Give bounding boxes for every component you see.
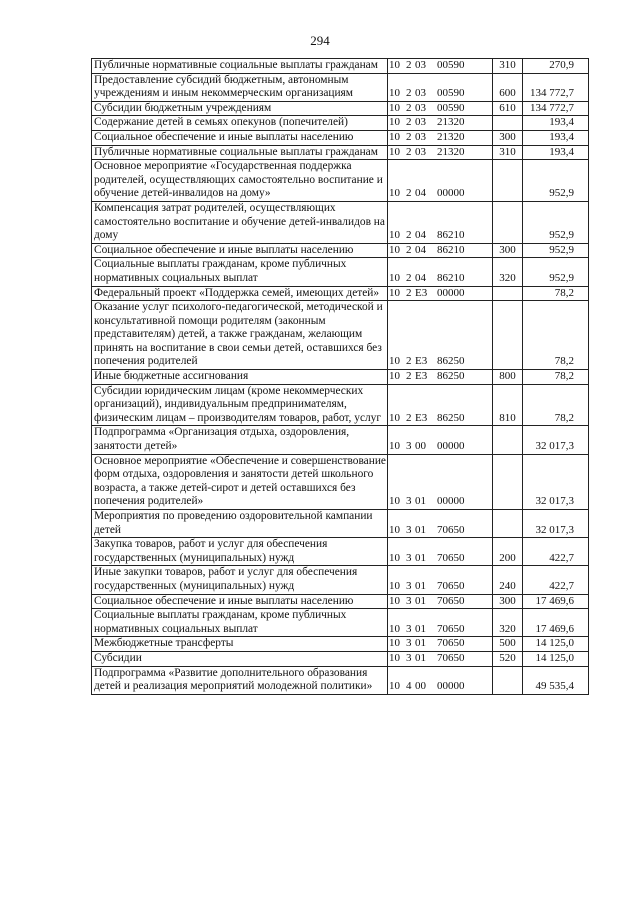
code-part-c3: Е3 <box>415 411 428 424</box>
code-part-c4: 86210 <box>437 229 465 242</box>
row-amount: 952,9 <box>523 258 589 286</box>
row-name: Содержание детей в семьях опекунов (попечителей) <box>92 116 388 131</box>
table-row <box>92 538 589 566</box>
table-row <box>92 258 589 286</box>
row-amount: 952,9 <box>523 243 589 258</box>
table-row <box>92 145 589 160</box>
code-part-c4: 70650 <box>437 523 465 536</box>
row-name: Социальное обеспечение и иные выплаты населению <box>92 243 388 258</box>
code-part-c2: 2 <box>406 145 412 158</box>
code-part-c4: 70650 <box>437 551 465 564</box>
code-part-c1: 10 <box>389 286 400 299</box>
row-code <box>388 510 493 538</box>
row-code <box>388 59 493 74</box>
row-expense-type: 200 <box>493 538 523 566</box>
row-amount: 952,9 <box>523 201 589 243</box>
row-amount: 78,2 <box>523 286 589 301</box>
row-amount: 134 772,7 <box>523 101 589 116</box>
code-part-c3: 04 <box>415 271 426 284</box>
row-expense-type: 520 <box>493 651 523 666</box>
table-row <box>92 384 589 426</box>
table-row <box>92 666 589 694</box>
code-part-c4: 00590 <box>437 59 465 71</box>
row-expense-type: 800 <box>493 370 523 385</box>
row-expense-type: 300 <box>493 594 523 609</box>
row-amount: 270,9 <box>523 59 589 74</box>
row-code <box>388 609 493 637</box>
table-row <box>92 201 589 243</box>
code-part-c2: 2 <box>406 243 412 256</box>
row-name: Публичные нормативные социальные выплаты гражданам <box>92 145 388 160</box>
row-code <box>388 301 493 370</box>
row-expense-type <box>493 116 523 131</box>
code-part-c4: 70650 <box>437 594 465 607</box>
code-part-c4: 00000 <box>437 187 465 200</box>
code-part-c4: 70650 <box>437 637 465 650</box>
code-part-c4: 70650 <box>437 651 465 664</box>
row-expense-type <box>493 510 523 538</box>
code-part-c4: 86250 <box>437 411 465 424</box>
row-amount: 17 469,6 <box>523 594 589 609</box>
code-part-c2: 4 <box>406 680 412 693</box>
page-number: 294 <box>310 33 330 48</box>
code-part-c3: 04 <box>415 187 426 200</box>
code-part-c1: 10 <box>389 59 400 71</box>
code-part-c1: 10 <box>389 130 400 143</box>
row-amount: 78,2 <box>523 370 589 385</box>
code-part-c3: 01 <box>415 622 426 635</box>
table-row <box>92 286 589 301</box>
table-row <box>92 566 589 594</box>
code-part-c3: 03 <box>415 145 426 158</box>
code-part-c3: 01 <box>415 637 426 650</box>
row-amount: 78,2 <box>523 384 589 426</box>
code-part-c3: 03 <box>415 101 426 114</box>
row-name: Мероприятия по проведению оздоровительной кампании детей <box>92 510 388 538</box>
row-code <box>388 637 493 652</box>
row-code <box>388 145 493 160</box>
row-amount: 14 125,0 <box>523 637 589 652</box>
row-expense-type <box>493 160 523 202</box>
code-part-c3: 03 <box>415 130 426 143</box>
row-expense-type: 310 <box>493 145 523 160</box>
code-part-c2: 3 <box>406 651 412 664</box>
row-name: Социальные выплаты гражданам, кроме публичных нормативных социальных выплат <box>92 609 388 637</box>
code-part-c2: 2 <box>406 229 412 242</box>
row-name: Публичные нормативные социальные выплаты гражданам <box>92 59 388 74</box>
code-part-c2: 3 <box>406 551 412 564</box>
budget-table-body <box>92 59 589 695</box>
code-part-c1: 10 <box>389 579 400 592</box>
row-expense-type <box>493 454 523 509</box>
code-part-c1: 10 <box>389 101 400 114</box>
row-name: Закупка товаров, работ и услуг для обеспечения государственных (муниципальных) нужд <box>92 538 388 566</box>
row-code <box>388 258 493 286</box>
row-code <box>388 651 493 666</box>
code-part-c4: 86250 <box>437 370 465 383</box>
code-part-c3: 03 <box>415 116 426 129</box>
row-amount: 422,7 <box>523 566 589 594</box>
row-name: Оказание услуг психолого-педагогической, методической и консультативной помощи родителям (законным представителям) детей, а также гражданам, желающим принять на воспитание в свои семьи детей, оставшихся без попечения родителей <box>92 301 388 370</box>
code-part-c1: 10 <box>389 116 400 129</box>
row-expense-type: 300 <box>493 243 523 258</box>
code-part-c3: 00 <box>415 440 426 453</box>
code-part-c4: 00000 <box>437 495 465 508</box>
row-code <box>388 566 493 594</box>
table-row <box>92 73 589 101</box>
code-part-c3: 01 <box>415 523 426 536</box>
code-part-c4: 00590 <box>437 101 465 114</box>
row-name: Подпрограмма «Развитие дополнительного образования детей и реализация мероприятий молодежной политики» <box>92 666 388 694</box>
row-code <box>388 666 493 694</box>
code-part-c3: 01 <box>415 551 426 564</box>
row-code <box>388 370 493 385</box>
row-name: Основное мероприятие «Государственная поддержка родителей, осуществляющих самостоятельно воспитание и обучение детей-инвалидов на дому» <box>92 160 388 202</box>
row-expense-type: 320 <box>493 258 523 286</box>
code-part-c3: Е3 <box>415 355 428 368</box>
code-part-c3: 03 <box>415 87 426 100</box>
code-part-c3: 01 <box>415 495 426 508</box>
row-code <box>388 454 493 509</box>
table-row <box>92 301 589 370</box>
code-part-c1: 10 <box>389 355 400 368</box>
row-code <box>388 384 493 426</box>
table-row <box>92 130 589 145</box>
row-amount: 49 535,4 <box>523 666 589 694</box>
code-part-c4: 00000 <box>437 680 465 693</box>
code-part-c3: 01 <box>415 579 426 592</box>
code-part-c1: 10 <box>389 523 400 536</box>
row-code <box>388 594 493 609</box>
table-row <box>92 454 589 509</box>
row-name: Социальное обеспечение и иные выплаты населению <box>92 594 388 609</box>
code-part-c1: 10 <box>389 594 400 607</box>
table-row <box>92 160 589 202</box>
code-part-c2: 2 <box>406 370 412 383</box>
code-part-c3: 01 <box>415 594 426 607</box>
code-part-c4: 21320 <box>437 116 465 129</box>
row-amount: 422,7 <box>523 538 589 566</box>
code-part-c2: 3 <box>406 579 412 592</box>
code-part-c3: 00 <box>415 680 426 693</box>
code-part-c2: 2 <box>406 271 412 284</box>
code-part-c1: 10 <box>389 243 400 256</box>
table-row <box>92 637 589 652</box>
table-row <box>92 594 589 609</box>
row-amount: 17 469,6 <box>523 609 589 637</box>
code-part-c1: 10 <box>389 495 400 508</box>
code-part-c1: 10 <box>389 229 400 242</box>
table-row <box>92 370 589 385</box>
code-part-c3: 03 <box>415 59 426 71</box>
code-part-c1: 10 <box>389 187 400 200</box>
table-row <box>92 116 589 131</box>
row-name: Иные закупки товаров, работ и услуг для обеспечения государственных (муниципальных) нужд <box>92 566 388 594</box>
code-part-c1: 10 <box>389 440 400 453</box>
table-row <box>92 243 589 258</box>
code-part-c4: 00000 <box>437 286 465 299</box>
row-expense-type: 500 <box>493 637 523 652</box>
row-amount: 32 017,3 <box>523 510 589 538</box>
code-part-c4: 21320 <box>437 145 465 158</box>
code-part-c2: 3 <box>406 594 412 607</box>
row-amount: 193,4 <box>523 130 589 145</box>
code-part-c2: 3 <box>406 495 412 508</box>
row-amount: 952,9 <box>523 160 589 202</box>
row-expense-type <box>493 201 523 243</box>
row-name: Субсидии <box>92 651 388 666</box>
code-part-c2: 2 <box>406 59 412 71</box>
code-part-c1: 10 <box>389 87 400 100</box>
row-code <box>388 286 493 301</box>
row-expense-type <box>493 301 523 370</box>
code-part-c1: 10 <box>389 551 400 564</box>
code-part-c1: 10 <box>389 145 400 158</box>
code-part-c2: 2 <box>406 87 412 100</box>
code-part-c4: 21320 <box>437 130 465 143</box>
code-part-c2: 2 <box>406 286 412 299</box>
row-code <box>388 426 493 454</box>
row-code <box>388 116 493 131</box>
code-part-c2: 3 <box>406 440 412 453</box>
code-part-c2: 2 <box>406 116 412 129</box>
row-name: Иные бюджетные ассигнования <box>92 370 388 385</box>
row-amount: 193,4 <box>523 145 589 160</box>
row-name: Основное мероприятие «Обеспечение и совершенствование форм отдыха, оздоровления и занятости детей школьного возраста, а также детей-сирот и детей оставшихся без попечения родителей» <box>92 454 388 509</box>
budget-table <box>91 58 589 695</box>
row-expense-type <box>493 666 523 694</box>
row-amount: 32 017,3 <box>523 426 589 454</box>
code-part-c3: 04 <box>415 229 426 242</box>
code-part-c4: 70650 <box>437 579 465 592</box>
code-part-c4: 86250 <box>437 355 465 368</box>
row-amount: 134 772,7 <box>523 73 589 101</box>
table-row <box>92 101 589 116</box>
row-code <box>388 130 493 145</box>
row-name: Компенсация затрат родителей, осуществляющих самостоятельно воспитание и обучение детей-инвалидов на дому <box>92 201 388 243</box>
row-expense-type: 310 <box>493 59 523 74</box>
code-part-c3: 04 <box>415 243 426 256</box>
table-row <box>92 510 589 538</box>
row-code <box>388 538 493 566</box>
code-part-c3: 01 <box>415 651 426 664</box>
row-expense-type: 600 <box>493 73 523 101</box>
code-part-c2: 3 <box>406 637 412 650</box>
code-part-c1: 10 <box>389 271 400 284</box>
code-part-c2: 2 <box>406 187 412 200</box>
row-code <box>388 73 493 101</box>
row-code <box>388 160 493 202</box>
row-amount: 14 125,0 <box>523 651 589 666</box>
row-code <box>388 243 493 258</box>
table-row <box>92 651 589 666</box>
code-part-c1: 10 <box>389 680 400 693</box>
code-part-c3: Е3 <box>415 370 428 383</box>
code-part-c2: 2 <box>406 411 412 424</box>
code-part-c2: 2 <box>406 355 412 368</box>
row-name: Субсидии юридическим лицам (кроме некоммерческих организаций), индивидуальным предпринимателям, физическим лицам – производителям товаров, работ, услуг <box>92 384 388 426</box>
row-name: Подпрограмма «Организация отдыха, оздоровления, занятости детей» <box>92 426 388 454</box>
code-part-c1: 10 <box>389 637 400 650</box>
code-part-c1: 10 <box>389 651 400 664</box>
row-amount: 32 017,3 <box>523 454 589 509</box>
row-name: Предоставление субсидий бюджетным, автономным учреждениям и иным некоммерческим организациям <box>92 73 388 101</box>
table-row <box>92 609 589 637</box>
table-row <box>92 426 589 454</box>
code-part-c1: 10 <box>389 622 400 635</box>
row-code <box>388 201 493 243</box>
code-part-c4: 86210 <box>437 271 465 284</box>
row-expense-type: 610 <box>493 101 523 116</box>
table-row <box>92 59 589 74</box>
code-part-c2: 2 <box>406 130 412 143</box>
row-name: Социальные выплаты гражданам, кроме публичных нормативных социальных выплат <box>92 258 388 286</box>
row-code <box>388 101 493 116</box>
row-expense-type <box>493 426 523 454</box>
row-name: Федеральный проект «Поддержка семей, имеющих детей» <box>92 286 388 301</box>
code-part-c4: 86210 <box>437 243 465 256</box>
row-amount: 78,2 <box>523 301 589 370</box>
code-part-c3: Е3 <box>415 286 428 299</box>
code-part-c2: 3 <box>406 622 412 635</box>
row-expense-type: 240 <box>493 566 523 594</box>
row-name: Межбюджетные трансферты <box>92 637 388 652</box>
code-part-c4: 00590 <box>437 87 465 100</box>
code-part-c1: 10 <box>389 411 400 424</box>
row-expense-type <box>493 286 523 301</box>
row-name: Социальное обеспечение и иные выплаты населению <box>92 130 388 145</box>
row-expense-type: 300 <box>493 130 523 145</box>
code-part-c2: 3 <box>406 523 412 536</box>
code-part-c4: 00000 <box>437 440 465 453</box>
code-part-c1: 10 <box>389 370 400 383</box>
row-name: Субсидии бюджетным учреждениям <box>92 101 388 116</box>
row-expense-type: 320 <box>493 609 523 637</box>
row-amount: 193,4 <box>523 116 589 131</box>
code-part-c4: 70650 <box>437 622 465 635</box>
row-expense-type: 810 <box>493 384 523 426</box>
code-part-c2: 2 <box>406 101 412 114</box>
